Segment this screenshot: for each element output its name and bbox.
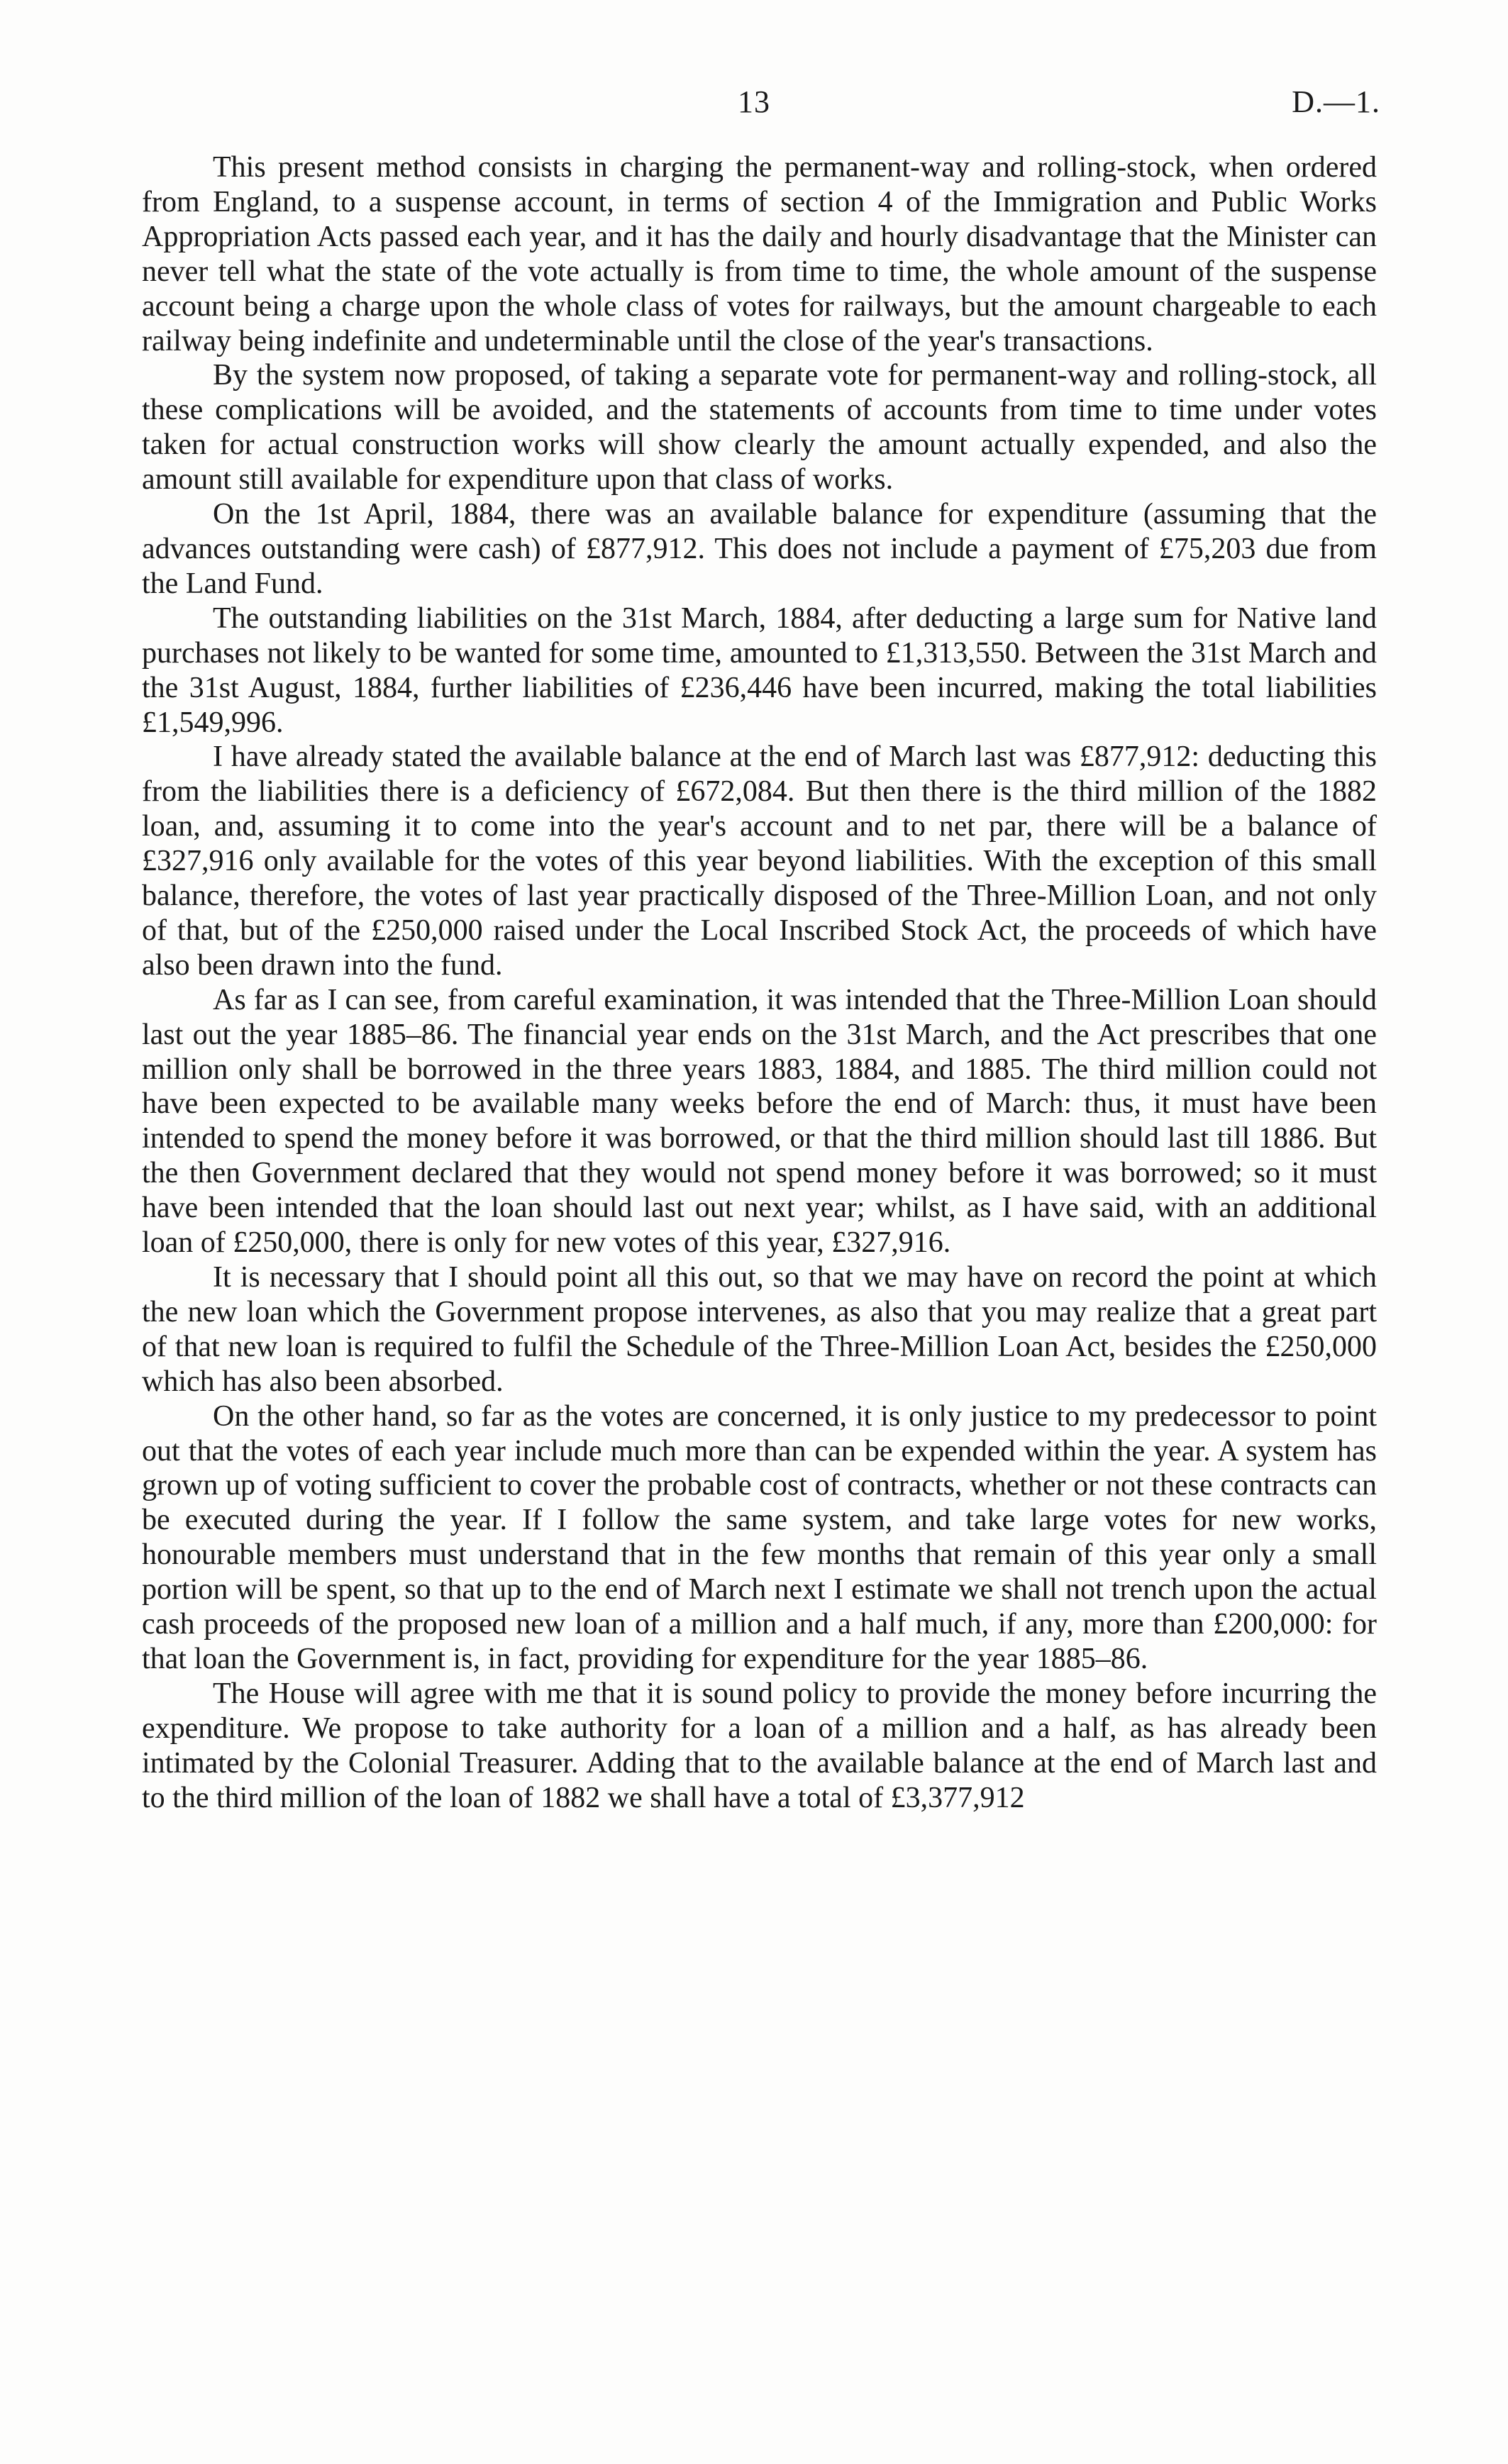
body-text bbox=[142, 150, 1377, 1816]
document-code: D.—1. bbox=[1292, 84, 1380, 119]
paragraph-loan-authority: The House will agree with me that it is sound policy to provide the money before incurring the expenditure. We propose to take authority for a loan of a million and a half, as has already been intimated by the Colonial Treasurer. Adding that to the available balance at the end of March last and to the third million of the loan of 1882 we shall have a total of £3,377,912 bbox=[142, 1677, 1377, 1814]
paragraph-proposed-system: By the system now proposed, of taking a separate vote for permanent-way and rolling-stock, all these complications will be avoided, and the statements of accounts from time to time under votes taken for actual construction works will show clearly the amount actually expended, and also the amount still available for expenditure upon that class of works. bbox=[142, 359, 1377, 496]
page-number: 13 bbox=[738, 84, 770, 119]
paragraph-outstanding-liabilities: The outstanding liabilities on the 31st March, 1884, after deducting a large sum for Native land purchases not likely to be wanted for some time, amounted to £1,313,550. Between the 31st March and the 31st August, 1884, further liabilities of £236,446 have been incurred, making the total liabilities £1,549,996. bbox=[142, 601, 1377, 739]
paragraph-deficiency: I have already stated the available balance at the end of March last was £877,912: deducting this from the liabilities there is a deficiency of £672,084. But then there is the third million of the 1882 loan, and, assuming it to come into the year's account and to net par, there will be a balance of £327,916 only available for the votes of this year beyond liabilities. With the exception of this small balance, therefore, the votes of last year practically disposed of the Three-Million Loan, and not only of that, but of the £250,000 raised under the Local Inscribed Stock Act, the proceeds of which have also been drawn into the fund. bbox=[142, 740, 1377, 982]
paragraph-available-balance: On the 1st April, 1884, there was an available balance for expenditure (assuming that the advances outstanding were cash) of £877,912. This does not include a payment of £75,203 due from the Land Fund. bbox=[142, 498, 1377, 600]
paragraph-votes-system: On the other hand, so far as the votes are concerned, it is only justice to my predecessor to point out that the votes of each year include much more than can be expended within the year. A system has grown up of voting sufficient to cover the probable cost of contracts, whether or not these contracts can be executed during the year. If I follow the same system, and take large votes for new works, honourable members must understand that in the few months that remain of this year only a small portion will be spent, so that up to the end of March next I estimate we shall not trench upon the actual cash proceeds of the proposed new loan of a million and a half much, if any, more than £200,000: for that loan the Government is, in fact, providing for expenditure for the year 1885–86. bbox=[142, 1399, 1377, 1675]
paragraph-three-million-loan: As far as I can see, from careful examination, it was intended that the Three-Million Loan should last out the year 1885–86. The financial year ends on the 31st March, and the Act prescribes that one million only shall be borrowed in the three years 1883, 1884, and 1885. The third million could not have been expected to be available many weeks before the end of March: thus, it must have been intended to spend the money before it was borrowed, or that the third million should last till 1886. But the then Government declared that they would not spend money before it was borrowed; so it must have been intended that the loan should last out next year; whilst, as I have said, with an additional loan of £250,000, there is only for new votes of this year, £327,916. bbox=[142, 983, 1377, 1260]
paragraph-new-loan-record: It is necessary that I should point all this out, so that we may have on record the point at which the new loan which the Government propose intervenes, as also that you may realize that a great part of that new loan is required to fulfil the Schedule of the Three-Million Loan Act, besides the £250,000 which has also been absorbed. bbox=[142, 1261, 1377, 1398]
paragraph-suspense-account: This present method consists in charging the permanent-way and rolling-stock, when ordered from England, to a suspense account, in terms of section 4 of the Immigration and Public Works Appropriation Acts passed each year, and it has the daily and hourly disadvantage that the Minister can never tell what the state of the vote actually is from time to time, the whole amount of the suspense account being a charge upon the whole class of votes for railways, but the amount chargeable to each railway being indefinite and undeterminable until the close of the year's transactions. bbox=[142, 151, 1377, 357]
